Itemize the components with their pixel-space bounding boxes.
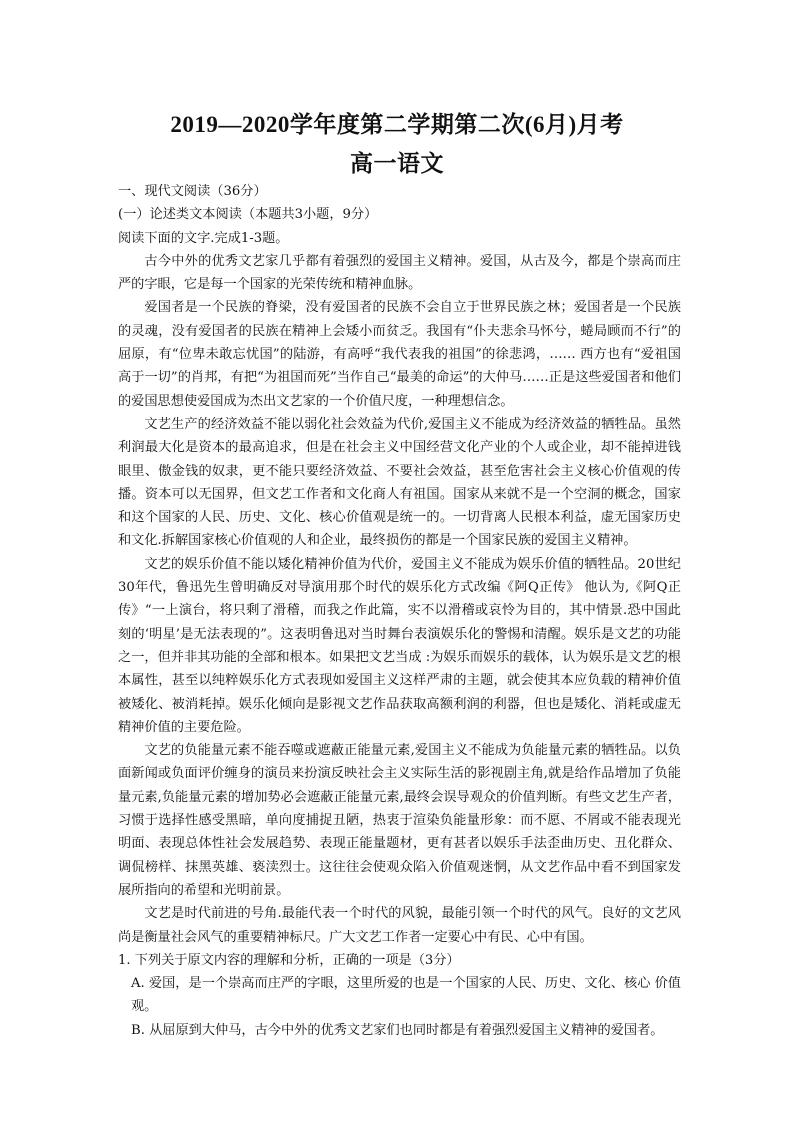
exam-subject: 高一语文 <box>350 151 444 176</box>
passage-paragraph-3: 文艺生产的经济效益不能以弱化社会效益为代价,爱国主义不能成为经济效益的牺牲品。虽然利润最大化是资本的最高追求，但是在社会主义中国经营文化产业的个人或企业，却不能掉进钱眼里、傲金钱的奴隶，更不能只要经济效益、不要社会效益，甚至危害社会主义核心价值观的传播。资本可以无国界，但文艺工作者和文化商人有祖国。国家从来就不是一个空洞的概念，国家和这个国家的人民、历史、文化、核心价值观是统一的。一切背离人民根本利益，虚无国家历史和文化.拆解国家核心价值观的人和企业，最终损伤的都是一个国家民族的爱国主义精神。 <box>118 416 681 549</box>
passage-paragraph-4: 文艺的娱乐价值不能以矮化精神价值为代价，爱国主义不能成为娱乐价值的牺牲品。20世纪30年代，鲁迅先生曾明确反对导演用那个时代的娱乐化方式改编《阿Q正传》 他认为,《阿Q正传》“一上演台，将只剩了滑稽，而我之作此篇，实不以滑稽或哀怜为目的，其中情景.恐中国此刻的‘明星’是无法表现的”。这表明鲁迅对当时舞台表演娱乐化的警惕和清醒。娱乐是文艺的功能之一，但并非其功能的全部和根本。如果把文艺当成 :为娱乐而娱乐的载体，认为娱乐是文艺的根本属性，甚至以纯粹娱乐化方式表现如爱国主义这样严肃的主题，就会使其本应负载的精神价值被矮化、被消耗掉。娱乐化倾向是影视文艺作品获取高额利润的利器，但也是矮化、消耗或虚无精神价值的主要危险。 <box>118 556 681 735</box>
section-heading: 一、现代文阅读（36分） <box>118 184 267 199</box>
section-sub-heading: (一）论述类文本阅读（本题共3小题，9分） <box>118 207 378 223</box>
exam-content <box>118 180 681 1042</box>
passage-paragraph-1: 古今中外的优秀文艺家几乎都有着强烈的爱国主义精神。爱国，从古及今，都是个崇高而庄严的字眼，它是每一个国家的光荣传统和精神血脉。 <box>118 253 681 293</box>
question-option-b: B. 从屈原到大仲马，古今中外的优秀文艺家们也同时都是有着强烈爱国主义精神的爱国者。 <box>131 1022 664 1038</box>
question-option-a: A. 爱国，是一个崇高而庄严的字眼，这里所爱的也是一个国家的人民、历史、文化、核心 价值观。 <box>131 976 681 1015</box>
passage-paragraph-2: 爱国者是一个民族的脊梁，没有爱国者的民族不会自立于世界民族之林；爱国者是一个民族的灵魂，没有爱国者的民族在精神上会矮小而贫乏。我国有“仆夫悲余马怀兮，蜷局顾而不行”的屈原，有“位卑未敢忘忧国”的陆游，有高呼“我代表我的祖国”的徐悲鸿，…… 西方也有“爱祖国高于一切”的肖邦，有把“为祖国而死”当作自己“最美的命运”的大仲马……正是这些爱国者和他们的爱国思想使爱国成为杰出文艺家的一个价值尺度，一种理想信念。 <box>118 300 681 409</box>
question-stem: 1. 下列关于原文内容的理解和分析，正确的一项是（3分） <box>118 952 460 968</box>
reading-instruction: 阅读下面的文字.完成1-3题。 <box>118 230 289 246</box>
passage-paragraph-6: 文艺是时代前进的号角.最能代表一个时代的风貌，最能引领一个时代的风气。良好的文艺风尚是衡量社会风气的重要精神标尺。广大文艺工作者一定要心中有民、心中有国。 <box>118 906 681 945</box>
exam-title: 2019—2020学年度第二学期第二次(6月)月考 <box>170 112 624 137</box>
passage-paragraph-5: 文艺的负能量元素不能吞噬或遮蔽正能量元素,爱国主义不能成为负能量元素的牺牲品。以负面新闻或负面评价缠身的演员来扮演反映社会主义实际生活的影视剧主角,就是给作品增加了负能量元素,负能量元素的增加势必会遮蔽正能量元素,最终会误导观众的价值判断。有些文艺生产者，习惯于选择性感受黑暗，单向度捕捉丑陋，热衷于渲染负能量形象：而不愿、不屑或不能表现光明面、表现总体性社会发展趋势、表现正能量题材，更有甚者以娱乐手法歪曲历史、丑化群众、调侃榜样、抹黑英雄、亵渎烈士。这往往会使观众陷入价值观迷惘，从文艺作品中看不到国家发展所指向的希望和光明前景。 <box>118 743 681 898</box>
